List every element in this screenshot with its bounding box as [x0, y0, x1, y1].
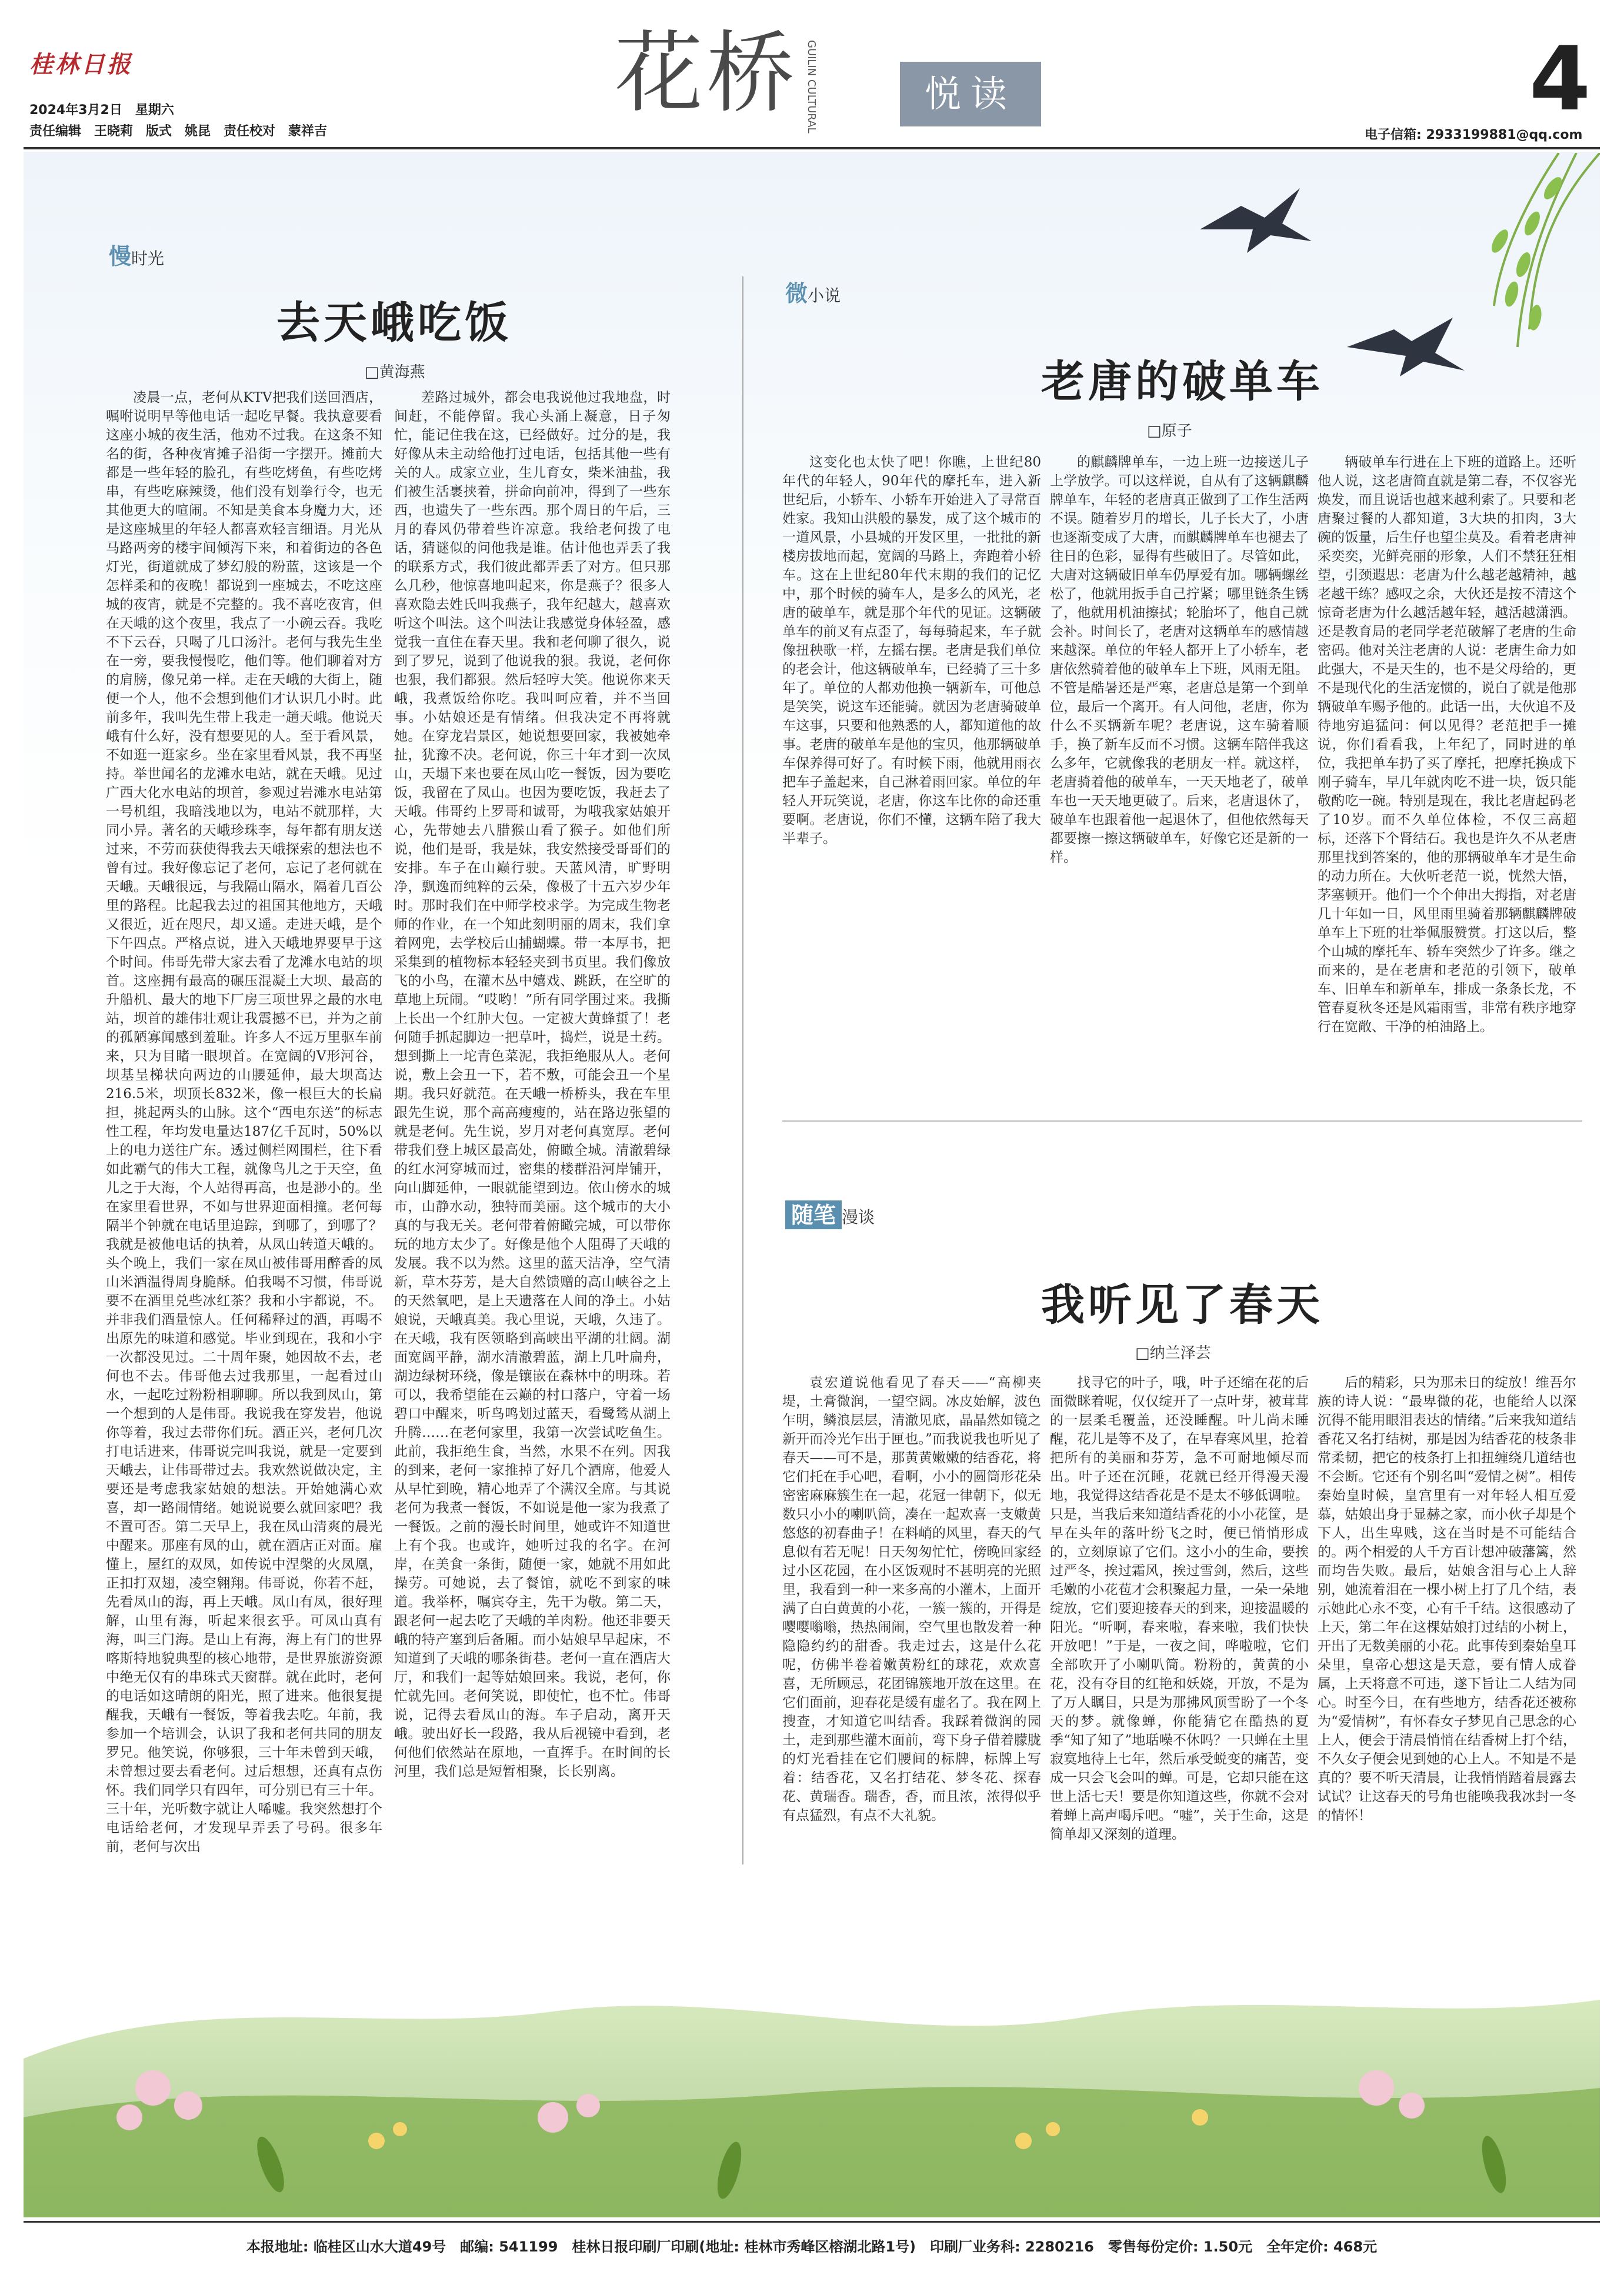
- editor-email: 电子信箱: 2933199881@qq.com: [1365, 128, 1583, 142]
- page-number: 4: [1529, 28, 1591, 131]
- section-tag: 慢: [109, 243, 132, 269]
- section-subtitle: 时光: [131, 249, 165, 268]
- masthead-rule: [24, 147, 1600, 149]
- section-english: GUILIN CULTURAL: [805, 40, 818, 134]
- article2-text-1: 这变化也太快了吧！你瞧，上世纪80年代的年轻人，90年代的摩托车，进入新世纪后，小轿车、小轿车开始进入了寻常百姓家。我知山洪般的暴发，成了这个城市的一道风景，小县城的开发区里，一批批的新楼房拔地而起，宽阔的马路上，奔跑着小轿车。这在上世纪80年代末期的我们的记忆中，那个时候的骑车人，是多么的风光，老唐的破单车，就是那个年代的见证。这辆破单车的前叉有点歪了，每每骑起来，车子就像扭秧歌一样，左摇右摆。老唐是我们单位的老会计，他这辆破单车，已经骑了三十多年了。单位的人都劝他换一辆新车，可他总是笑笑，说这车还能骑。就因为老唐骑破单车这事，只要和他熟悉的人，都知道他的故事。老唐的破单车是他的宝贝，他那辆破单车保养得可好了。有时候下雨，他就用雨衣把车子盖起来，自己淋着雨回家。单位的年轻人开玩笑说，老唐，你这车比你的命还重要啊。老唐说，你们不懂，这辆车陪了我大半辈子。: [782, 455, 1041, 846]
- article2-column-2: [1050, 453, 1309, 1112]
- section-tag: 随笔: [785, 1200, 842, 1229]
- article3-text-3: 后的精彩，只为那未日的绽放！维吾尔族的诗人说：“最卑微的花，也能给人以深沉得不能用眼泪表达的情绪。”后来我知道结香花又名打结树，那是因为结香花的枝条非常柔韧，把它的枝条打上扣扭缠绕几道结也不会断。它还有个别名叫“爱情之树”。相传秦始皇时候，皇宫里有一对年轻人相互爱慕，姑娘出身于显赫之家，而小伙子却是个下人，出生卑贱，这在当时是不可能结合的。两个相爱的人千方百计想冲破藩篱，然而均告失败。最后，姑娘含泪与心上人辞别，她流着泪在一棵小树上打了几个结，表示她此心永不变，心有千千结。这很感动了上天，第二年在这棵姑娘打过结的小树上，开出了无数美丽的小花。此事传到秦始皇耳朵里，皇帝心想这是天意，要有情人成眷属，上天将意不可违，遂下旨让二人结为同心。时至今日，在有些地方，结香花还被称为“爱情树”，有怀春女子梦见自己思念的心上人，便会于清晨悄悄在结香树上打个结，不久女子便会见到她的心上人。不知是不是真的？要不听天清晨，让我悄悄踏着晨露去试试？让这春天的号角也能唤我我冰封一冬的情怀！: [1318, 1375, 1576, 1823]
- article1-section-label: [109, 238, 164, 271]
- article2-text-3: 辆破单车行进在上下班的道路上。还听他人说，这老唐简直就是第二春，不仅容光焕发，而且说话也越来越利索了。只要和老唐聚过餐的人都知道，3大块的扣肉，3大碗的饭量，后生仔也望尘莫及。看着老唐神采奕奕，光鲜亮丽的形象，人们不禁狂狂相望，引颈遐思：老唐为什么越老越精神，越老越干练？感叹之余，大伙还是按不清这个惊奇老唐为什么越活越年轻，越活越潇洒。还是教育局的老同学老范破解了老唐的生命密码。他对关注老唐的人说：老唐生命力如此强大，不是天生的，也不是父母给的，更不是现代化的生活宠惯的，说白了就是他那辆破单车赐予他的。此话一出，大伙追不及待地穷追猛问：何以见得？老范把手一摊说，你们看看我，上年纪了，同时进的单位，我把单车扔了买了摩托，把摩托换成下刚子骑车，早几年就肉吃不进一块，饭只能敬酌吃一碗。特别是现在，我比老唐起码老了10岁。而不久单位体检，不仅三高超标，还落下个肾结石。我也是许久不从老唐那里找到答案的，他的那辆破单车才是生命的动力所在。大伙听老范一说，恍然大悟，茅塞顿开。他们一个个伸出大拇指，对老唐几十年如一日，风里雨里骑着那辆麒麟牌破单车上下班的壮举佩服赞赏。打这以后，整个山城的摩托车、轿车突然少了许多。继之而来的，是在老唐和老范的引领下，破单车、旧单车和新单车，排成一条条长龙，不管春夏秋冬还是风霜雨雪，非常有秩序地穿行在宽敞、干净的柏油路上。: [1318, 455, 1576, 1035]
- column-name-badge: 悦读: [900, 62, 1041, 126]
- article3-column-3: [1318, 1373, 1576, 2156]
- article3-column-2: [1050, 1373, 1309, 2156]
- article1-text-1: 凌晨一点，老何从KTV把我们送回酒店，嘱咐说明早等他电话一起吃早餐。我执意要看这座小城的夜生活，他劝不过我。在这条不知名的街，各种夜宵摊子沿街一字摆开。摊前大都是一些年轻的脸孔，有些吃烤鱼，有些吃烤串，有些吃麻辣烫，他们没有划拳行令，也无其他更大的喧闹。不知是美食本身魔力大，还是这座城里的年轻人都喜欢轻言细语。月光从马路两旁的楼宇间倾泻下来，和着街边的各色灯光，街道就成了梦幻般的粉蓝，这该是一个怎样柔和的夜晚！都说到一座城去，不吃这座城的夜宵，就是不完整的。我不喜吃夜宵，但在天峨的这个夜里，我点了一小碗云吞。我吃不下云吞，只喝了几口汤汁。老何与我先生坐在一旁，要我慢慢吃，他们等。他们聊着对方的肩膀，像兄弟一样。走在天峨的大街上，随便一个人，他不会想到他们才认识几小时。此前多年，我叫先生带上我走一趟天峨。他说天峨有什么好，没有想要见的人。至于看风景，不如逛一逛家乡。坐在家里看风景，我不再坚持。举世闻名的龙滩水电站，就在天峨。见过广西大化水电站的坝首，参观过岩滩水电站第一号机组，我暗浅地以为，电站不就那样，大同小异。著名的天峨珍珠李，每年都有朋友送过来，不劳而获使得我去天峨探索的想法也不曾有过。我好像忘记了老何，忘记了老何就在天峨。天峨很远，与我隔山隔水，隔着几百公里的路程。比起我去过的祖国其他地方，天峨又很近，近在咫尺，却又遥。走进天峨，是个下午四点。严格点说，进入天峨地界要早于这个时间。伟哥先带大家去看了龙滩水电站的坝首。这座拥有最高的碾压混凝土大坝、最高的升船机、最大的地下厂房三项世界之最的水电站，坝首的雄伟壮观让我震撼不已，并为之前的孤陋寡闻感到羞耻。许多人不远万里驱车前来，只为目睹一眼坝首。在宽阔的V形河谷，坝基呈梯状向两边的山腰延伸，最大坝高达216.5米，坝顶长832米，像一根巨大的长扁担，挑起两头的山脉。这个“西电东送”的标志性工程，年均发电量达187亿千瓦时，50%以上的电力送往广东。透过侧栏网围栏，往下看如此霸气的伟大工程，就像鸟儿之于天空，鱼儿之于大海，个人站得再高，也是渺小的。坐在家里看世界，不如与世界迎面相撞。老何每隔半个钟就在电话里追踪，到哪了，到哪了？我就是被他电话的执着，从凤山转道天峨的。头个晚上，我们一家在凤山被伟哥用醉香的凤山米酒温得周身脆酥。伯我喝不习惯，伟哥说要不在酒里兑些冰红茶？我和小宇都说，不。并非我们酒量惊人。任何稀释过的酒，再喝不出原先的味道和感觉。毕业到现在，我和小宇一次都没见过。二十周年聚，她因故不去，老何也不去。伟哥他去过我那里，一起看过山水，一起吃过粉粉相聊聊。所以我到凤山，第一个想到的人是伟哥。我说我在穿发岩，他说你等着，我过去带你们玩。酒正兴，老何几次打电话进来，伟哥说完叫我说，就是一定要到天峨去，让伟哥带过去。我欢然说做决定，主要还是考虑我家姑娘的想法。开始她满心欢喜，却一路闹情绪。她说说要么就回家吧？我不置可否。第二天早上，我在凤山清爽的晨光中醒来。那座有凤的山，就在酒店正对面。雇懂上，屋红的双凤，如传说中涅槃的火凤凰，正扣打双翅，凌空翱翔。伟哥说，你若不赶，先看凤山的海，再上天峨。凤山有凤，很好理解，山里有海，听起来很玄乎。可凤山真有海，叫三门海。是山上有海，海上有门的世界喀斯特地貌典型的核心地带，是世界旅游资源中绝无仅有的串珠式天窗群。就在此时，老何的电话如这晴朗的阳光，照了进来。他很复提醒我，天峨有一餐饭，等着我去吃。年前，我参加一个培训会，认识了我和老何共同的朋友罗兄。他笑说，你够狠，三十年未曾到天峨，未曾想过要去看老何。过后想想，还真有点伤怀。我们同学只有四年，可分别已有三十年。三十年，光听数字就让人唏嘘。我突然想打个电话给老何，才发现早弄丢了号码。很多年前，老何与次出: [106, 390, 382, 1854]
- section-subtitle: 漫谈: [842, 1207, 875, 1227]
- article3-section-label: [785, 1197, 875, 1229]
- article1-author: □黄海燕: [365, 363, 425, 381]
- column-divider: [742, 276, 743, 1864]
- article1-column-1: [106, 388, 382, 2159]
- article2-author: □原子: [1147, 422, 1192, 440]
- article1-title: 去天峨吃饭: [276, 298, 512, 348]
- article2-column-3: [1318, 453, 1576, 1112]
- article2-column-1: [782, 453, 1041, 1112]
- article2-text-2: 的麒麟牌单车，一边上班一边接送儿子上学放学。可以这样说，自从有了这辆麒麟牌单车，年轻的老唐真正做到了工作生活两不误。随着岁月的增长，儿子长大了，小唐也逐渐变成了大唐，而麒麟牌单车也褪去了往日的色彩，显得有些破旧了。尽管如此，大唐对这辆破旧单车仍厚爱有加。哪辆螺丝松了，他就用扳手自己拧紧；哪里链条生锈了，他就用机油擦拭；轮胎坏了，他自己就会补。时间长了，老唐对这辆单车的感情越来越深。单位的年轻人都开上了小轿车，老唐依然骑着他的破单车上下班，风雨无阻。不管是酷暑还是严寒，老唐总是第一个到单位，最后一个离开。有人问他，老唐，你为什么不买辆新车呢？老唐说，这车骑着顺手，换了新车反而不习惯。这辆车陪伴我这么多年，它就像我的老朋友一样。就这样，老唐骑着他的破单车，一天天地老了，破单车也一天天地更破了。后来，老唐退休了，破单车也跟着他一起退休了，但他依然每天都要擦一擦这辆破单车，好像它还是新的一样。: [1050, 455, 1309, 865]
- section-name: 花桥: [615, 22, 799, 125]
- article3-text-2: 找寻它的叶子，哦，叶子还缩在花的后面微眯着呢，仅仅绽开了一点叶芽，被茸茸的一层柔毛覆盖，还没睡醒。叶儿尚未睡醒，花儿是等不及了，在早春寒风里，抢着把所有的美丽和芬芳，急不可耐地倾尽而出。叶子还在沉睡，花就已经开得漫天漫地，我觉得这结香花是不是太不够低调啦。只是，当我后来知道结香花的小小花筐，是早在头年的落叶纷飞之时，便已悄悄形成的，立刻原谅了它们。这小小的生命，要挨过严冬，挨过霜风，挨过雪剑，然后，这些毛嫩的小花苞才会积聚起力量，一朵一朵地绽放，它们要迎接春天的到来，迎接温暖的阳光。“听啊，春来啦，春来啦，我们快快开放吧！”于是，一夜之间，哗啦啦，它们全部吹开了小喇叭筒。粉粉的，黄黄的小花，没有夺目的红艳和妖娆，开放，不是为了万人瞩目，只是为那拂风顶雪盼了一个冬天的梦。就像蝉，你能猜它在酷热的夏季“知了知了”地聒噪不休吗？一只蝉在土里寂寞地待上七年，然后承受蜕变的痛苦，变成一只会飞会叫的蝉。可是，它却只能在这世上活七天！要是你知道这些，你就不会对着蝉上高声喝斥吧。“嘘”，关于生命，这是简单却又深刻的道理。: [1050, 1375, 1309, 1842]
- article3-title: 我听见了春天: [1041, 1280, 1323, 1330]
- article3-author: □纳兰泽芸: [1135, 1345, 1211, 1362]
- article3-column-1: [782, 1373, 1041, 2156]
- section-subtitle: 小说: [808, 286, 841, 305]
- newspaper-logo: 桂林日报: [29, 51, 133, 78]
- article3-text-1: 袁宏道说他看见了春天——“高柳夹堤，土膏微润，一望空阔。冰皮始解，波色乍明，鳞浪层层，清澈见底，晶晶然如镜之新开而冷光乍出于匣也。”而我说我也听见了春天——可不是，那黄黄嫩嫩的结香花，将它们托在手心吧，看啊，小小的圆筒形花朵密密麻麻簇生在一起，花冠一律朝下，似无数只小小的喇叭筒，凑在一起欢喜一支嫩黄悠悠的初春曲子！在料峭的风里，春天的气息似有若无呢！日天匆匆忙忙，傍晚回家经过小区花园，在小区饭观时不甚明亮的光照里，我看到一种一来多高的小灌木，上面开满了白白黄黄的小花，一簇一簇的，开得是嘤嘤嗡嗡，热热闹闹，空气里也散发着一种隐隐约约的甜香。我走过去，这是什么花呢，仿佛半卷着嫩黄粉红的球花，欢欢喜喜，无所顾忌，花团锦簇地开放在这里。在它们面前，迎春花是缓有虚名了。我在网上搜查，才知道它叫结香。我踩着微润的园土，走到那些灌木面前，弯下身子借着朦胧的灯光看挂在它们腰间的标牌，标牌上写着：结香花，又名打结花、梦冬花、探春花、黄瑞香。瑞香，香，而且浓，浓得似乎有点猛烈，有点不大礼貌。: [782, 1375, 1041, 1823]
- staff-credits: 责任编辑 王晓莉 版式 姚昆 责任校对 蒙祥吉: [29, 124, 328, 139]
- article2-section-label: [785, 275, 841, 308]
- section-tag: 微: [785, 280, 808, 306]
- article1-column-2: [394, 388, 671, 2159]
- article-divider: [782, 1120, 1582, 1122]
- article1-text-2: 差路过城外，都会电我说他过我地盘，时间赶，不能停留。我心头涌上凝意，日子匆忙，能记住我在这，已经做好。过分的是，我好像从未主动给他打过电话，包括其他一些有关的人。成家立业，生儿育女，柴米油盐，我们被生活裹挟着，拼命向前冲，得到了一些东西，也遗失了一些东西。那个周日的午后，三月的春风仍带着些许凉意。我给老何拨了电话，猜谜似的问他我是谁。估计他也弄丢了我的联系方式，我们彼此都弄丢了对方。但只那么几秒，他惊喜地叫起来，你是燕子？很多人喜欢隐去姓氏叫我燕子，我年纪越大，越喜欢听这个叫法。这个叫法让我感觉身体轻盈，感觉我一直住在春天里。我和老何聊了很久，说到了罗兄，说到了他说我的狠。我说，老何你也狠，我们都狠。然后轻哼大笑。他说你来天峨，我煮饭给你吃。我叫呵应着，并不当回事。小姑娘还是有情绪。但我决定不再将就她。在穿龙岩景区，她说想要回家，我被她牵扯，犹豫不决。老何说，你三十年才到一次凤山，天塌下来也要在凤山吃一餐饭，因为要吃饭，我留在了凤山。也因为要吃饭，我赶去了天峨。伟哥约上罗哥和诚哥，为哦我家姑娘开心，先带她去八腊猴山看了猴子。如他们所说，他们是哥，我是妹，我安然接受哥哥们的安排。车子在山巅行驶。天蓝风清，旷野明净，飘逸而纯粹的云朵，像极了十五六岁少年时。那时我们在中师学校求学。为完成生物老师的作业，在一个知此刻明丽的周末，我们拿着网兜，去学校后山捕蝴蝶。带一本厚书，把采集到的植物标本轻轻夹到书页里。我们像放飞的小鸟，在灌木丛中嬉戏、跳跃，在空旷的草地上玩闹。“哎哟！”所有同学围过来。我撕上长出一个红肿大包。一定被大黄蜂蜇了！老何随手抓起脚边一把草叶，捣烂，说是土药。想到撕上一坨青色菜泥，我拒绝服从人。老何说，敷上会丑一下，若不敷，可能会丑一个星期。我只好就范。在天峨一桥桥头，我在车里跟先生说，那个高高瘦瘦的，站在路边张望的就是老何。先生说，岁月对老何真宽厚。老何带我们登上城区最高处，俯瞰全城。清澈碧绿的红水河穿城而过，密集的楼群沿河岸铺开，向山脚延伸，一眼就能望到边。依山傍水的城市，山静水动，独特而美丽。这个城市的大小真的与我无关。老何带着俯瞰完城，可以带你玩的地方太少了。好像是他个人阻碍了天峨的发展。我不以为然。这里的蓝天洁净，空气清新，草木芬芳，是大自然馈赠的高山峡谷之上的天然氧吧，是上天遗落在人间的净土。小姑娘说，天峨真美。我心里说，天峨，久违了。在天峨，我有医领略到高峡出平湖的壮阔。湖面宽阔平静，湖水清澈碧蓝，湖上几叶扁舟，湖边绿树环绕，像是镶嵌在森林中的明珠。若可以，我希望能在云巅的村口落户，守着一场碧口中醒来，听鸟鸣划过蓝天，看鹭鸶从湖上升腾……在老何家里，我第一次尝试吃鱼生。此前，我拒绝生食，当然，水果不在列。因我的到来，老何一家推掉了好几个酒席，他爱人从早忙到晚，精心地弄了个满汉全席。与其说老何为我煮一餐饭，不如说是他一家为我煮了一餐饭。之前的漫长时间里，她或许不知道世上有个我。也或许，她听过我的名字。在河岸，在美食一条街，随便一家，她就不用如此操劳。可她说，去了餐馆，就吃不到家的味道。我举杯，嘱宾夺主，先干为敬。第二天，跟老何一起去吃了天峨的羊肉粉。他还非要天峨的特产塞到后备厢。而小姑娘早早起床，不知道到了天峨的哪条街巷。老何一直在酒店大厅，和我们一起等姑娘回来。我说，老何，你忙就先回。老何笑说，即使忙，也不忙。伟哥说，记得去看凤山的海。车子启动，离开天峨。驶出好长一段路，我从后视镜中看到，老何他们依然站在原地，一直挥手。在时间的长河里，我们总是短暂相聚，长长别离。: [394, 390, 671, 1779]
- footer-info: 本报地址: 临桂区山水大道49号 邮编: 541199 桂林日报印刷厂印刷(地址: 桂林市秀峰区榕湖北路1号) 印刷厂业务科: 2280216 零售每份定价: 1.50元 全年定价: 468元: [246, 2239, 1378, 2255]
- issue-date: 2024年3月2日 星期六: [29, 103, 174, 118]
- footer-rule: [24, 2221, 1600, 2223]
- article2-title: 老唐的破单车: [1041, 356, 1323, 407]
